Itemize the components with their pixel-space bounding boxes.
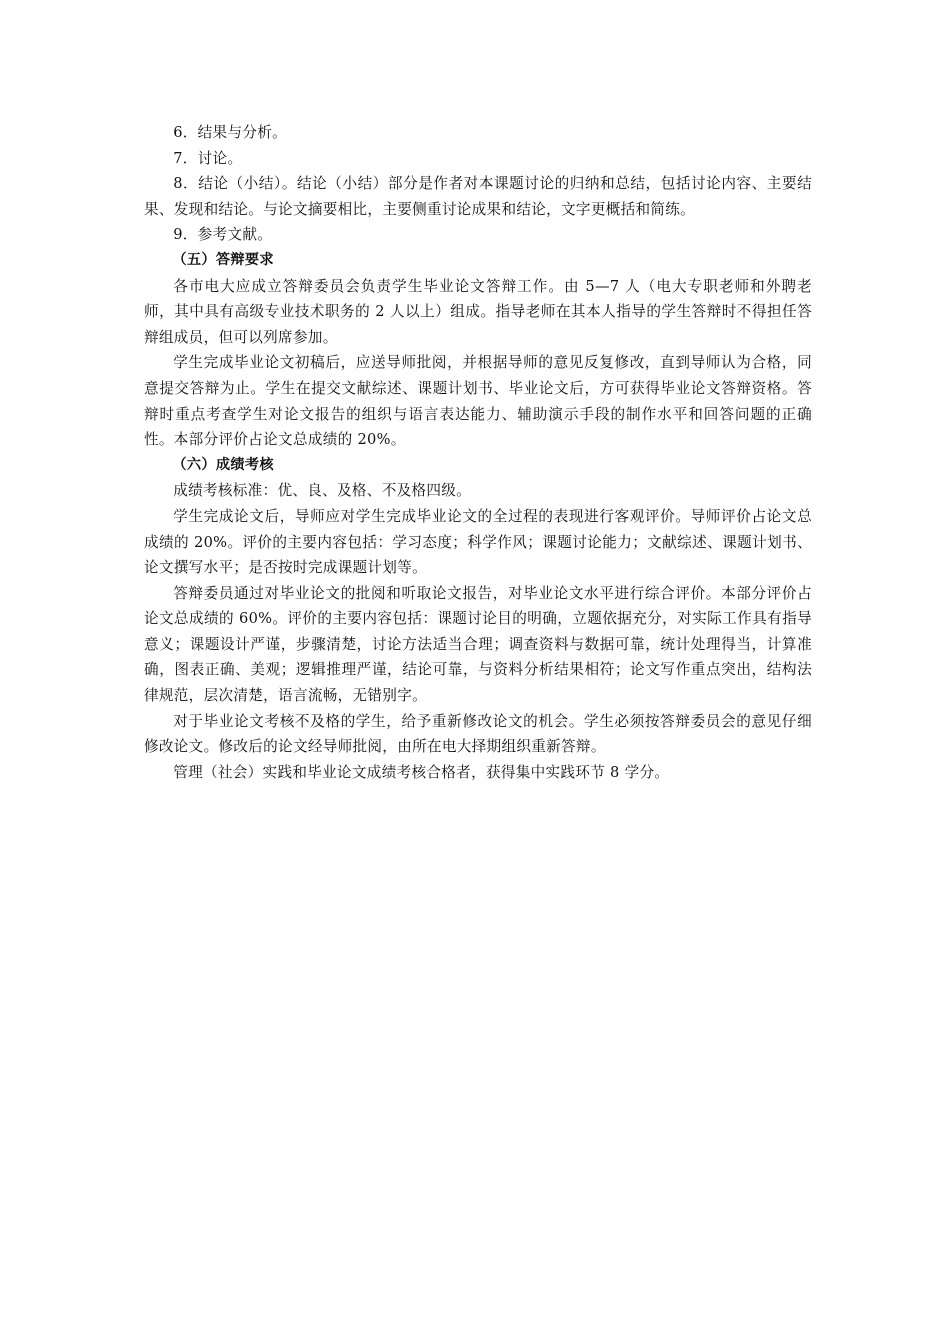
list-item-results: 6．结果与分析。 xyxy=(173,124,288,141)
paragraph-failure-revision: 对于毕业论文考核不及格的学生，给予重新修改论文的机会。学生必须按答辩委员会的意见仔细修改论文。修改后的论文经导师批阅，由所在电大择期组织重新答辩。 xyxy=(144,712,812,756)
list-item-discussion: 7．讨论。 xyxy=(173,149,243,167)
section-heading-defense: （五）答辩要求 xyxy=(172,251,274,268)
paragraph-credits: 管理（社会）实践和毕业论文成绩考核合格者，获得集中实践环节 8 学分。 xyxy=(173,763,670,781)
paragraph-defense-committee: 各市电大应成立答辩委员会负责学生毕业论文答辩工作。由 5—7 人（电大专职老师和外聘老师，其中具有高级专业技术职务的 2 人以上）组成。指导老师在其本人指导的学生答辩时不得担任答辩组成员，但可以列席参加。 xyxy=(144,277,812,346)
list-item-conclusion: 8．结论（小结）。结论（小结）部分是作者对本课题讨论的归纳和总结，包括讨论内容、主要结果、发现和结论。与论文摘要相比，主要侧重讨论成果和结论，文字更概括和简练。 xyxy=(144,175,812,218)
paragraph-grading-standard: 成绩考核标准：优、良、及格、不及格四级。 xyxy=(173,482,472,500)
list-item-references: 9．参考文献。 xyxy=(173,226,273,244)
paragraph-committee-evaluation: 答辩委员通过对毕业论文的批阅和听取论文报告，对毕业论文水平进行综合评价。本部分评价占论文总成绩的 60%。评价的主要内容包括：课题讨论目的明确，立题依据充分，对实际工作具有指导意义；课题设计严谨，步骤清楚，讨论方法适当合理；调查资料与数据可靠，统计处理得当，计算准确，图表正确、美观；逻辑推理严谨，结论可靠，与资料分析结果相符；论文写作重点突出，结构法律规范，层次清楚，语言流畅，无错别字。 xyxy=(144,584,812,705)
paragraph-advisor-evaluation: 学生完成论文后，导师应对学生完成毕业论文的全过程的表现进行客观评价。导师评价占论文总成绩的 20%。评价的主要内容包括：学习态度；科学作风；课题讨论能力；文献综述、课题计划书、论文撰写水平；是否按时完成课题计划等。 xyxy=(144,507,812,577)
document-page xyxy=(144,120,812,785)
section-heading-grading: （六）成绩考核 xyxy=(172,456,274,473)
paragraph-defense-qualification: 学生完成毕业论文初稿后，应送导师批阅，并根据导师的意见反复修改，直到导师认为合格，同意提交答辩为止。学生在提交文献综述、课题计划书、毕业论文后，方可获得毕业论文答辩资格。答辩时重点考查学生对论文报告的组织与语言表达能力、辅助演示手段的制作水平和回答问题的正确性。本部分评价占论文总成绩的 20%。 xyxy=(144,354,812,449)
